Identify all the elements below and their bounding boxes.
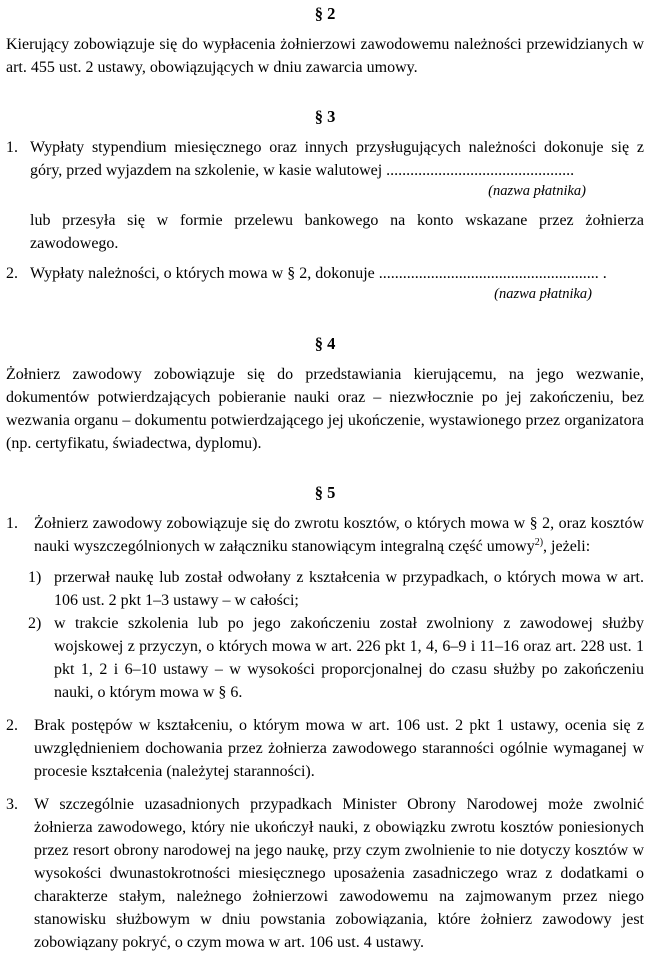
payer-name-blank-2: ....................................................... .: [374, 265, 607, 282]
section-3-item-1-continuation: lub przesyła się w formie przelewu bankowego na konto wskazane przez żołnierza zawodowego.: [30, 212, 644, 252]
footnote-marker: 2): [534, 537, 544, 548]
section-4-heading: § 4: [314, 334, 336, 353]
section-5-item-2-number: 2.: [6, 717, 18, 734]
section-5-item-2-text: Brak postępów w kształceniu, o którym mowa w art. 106 ust. 2 pkt 1 ustawy, ocenia się z uwzględnieniem dochowania przez żołnierza zawodowego staranności ogólnie wymaganej w procesie kształcenia (należytej staranności).: [34, 717, 644, 780]
section-5-subitem-2-number: 2): [28, 615, 42, 632]
section-3-item-1: [6, 136, 644, 182]
section-5-item-3-text: W szczególnie uzasadnionych przypadkach Minister Obrony Narodowej może zwolnić żołnierza zawodowego, który nie ukończył nauki, z obowiązku zwrotu kosztów poniesionych przez resort obrony narodowej na jego naukę, przy czym zwolnienie to nie dotyczy kosztów w wysokości dwunastokrotności miesięcznego uposażenia zasadniczego wraz z dodatkami o charakterze stałym, należnego żołnierzowi zawodowemu na zajmowanym przez niego stanowisku służbowym w dniu powstania zobowiązania, które żołnierz zawodowy jest zobowiązany pokryć, o czym mowa w art. 106 ust. 4 ustawy.: [34, 796, 644, 951]
payer-name-blank-1: ...............................................: [382, 162, 575, 179]
section-3-item-2: [6, 262, 644, 285]
section-5-item-3-number: 3.: [6, 796, 18, 813]
section-5-subitem-1-text: przerwał naukę lub został odwołany z kształcenia w przypadkach, o których mowa w art. 106 ust. 2 pkt 1–3 ustawy – w całości;: [54, 569, 644, 609]
section-5-subitem-2: [6, 612, 644, 704]
section-2-heading: § 2: [314, 4, 336, 23]
payer-name-caption-2: (nazwa płatnika): [494, 286, 592, 302]
section-3-item-2-text: Wypłaty należności, o których mowa w § 2, dokonuje: [30, 265, 375, 282]
section-5-heading: § 5: [314, 483, 336, 502]
section-2-text: Kierujący zobowiązuje się do wypłacenia żołnierzowi zawodowemu należności przewidzianych w art. 455 ust. 2 ustawy, obowiązujących w dniu zawarcia umowy.: [6, 36, 644, 76]
payer-name-caption-1: (nazwa płatnika): [488, 183, 586, 199]
section-5-subitem-1-number: 1): [28, 569, 42, 586]
section-3-item-2-number: 2.: [6, 265, 18, 282]
section-5-item-1: [6, 512, 644, 558]
section-3-item-1-text: Wypłaty stypendium miesięcznego oraz innych przysługujących należności dokonuje się z góry, przed wyjazdem na szkolenie, w kasie walutowej: [30, 139, 644, 179]
section-5-item-1-text: Żołnierz zawodowy zobowiązuje się do zwrotu kosztów, o których mowa w § 2, oraz kosztów nauki wyszczególnionych w załączniku stanowiącym integralną część umowy: [34, 515, 644, 555]
section-5-subitem-2-text: w trakcie szkolenia lub po jego zakończeniu został zwolniony z zawodowej służby wojskowej z przyczyn, o których mowa w art. 226 pkt 1, 4, 6–9 i 11–16 oraz art. 228 ust. 1 pkt 1, 2 i 6–10 ustawy – w wysokości proporcjonalnej do czasu służby po zakończeniu nauki, o którym mowa w § 6.: [54, 615, 644, 701]
section-5-item-2: [6, 714, 644, 783]
section-3-heading: § 3: [314, 107, 336, 126]
section-4-text: Żołnierz zawodowy zobowiązuje się do przedstawiania kierującemu, na jego wezwanie, dokumentów potwierdzających pobieranie nauki oraz – niezwłocznie po jej zakończeniu, bez wezwania organu – dokumentu potwierdzającego jej ukończenie, wystawionego przez organizatora (np. certyfikatu, świadectwa, dyplomu).: [6, 366, 644, 452]
section-5-item-3: [6, 793, 644, 954]
section-5-item-1-number: 1.: [6, 515, 18, 532]
section-5-subitem-1: [6, 566, 644, 612]
section-5-item-1-text-end: , jeżeli:: [543, 538, 591, 555]
section-3-item-1-number: 1.: [6, 139, 18, 156]
